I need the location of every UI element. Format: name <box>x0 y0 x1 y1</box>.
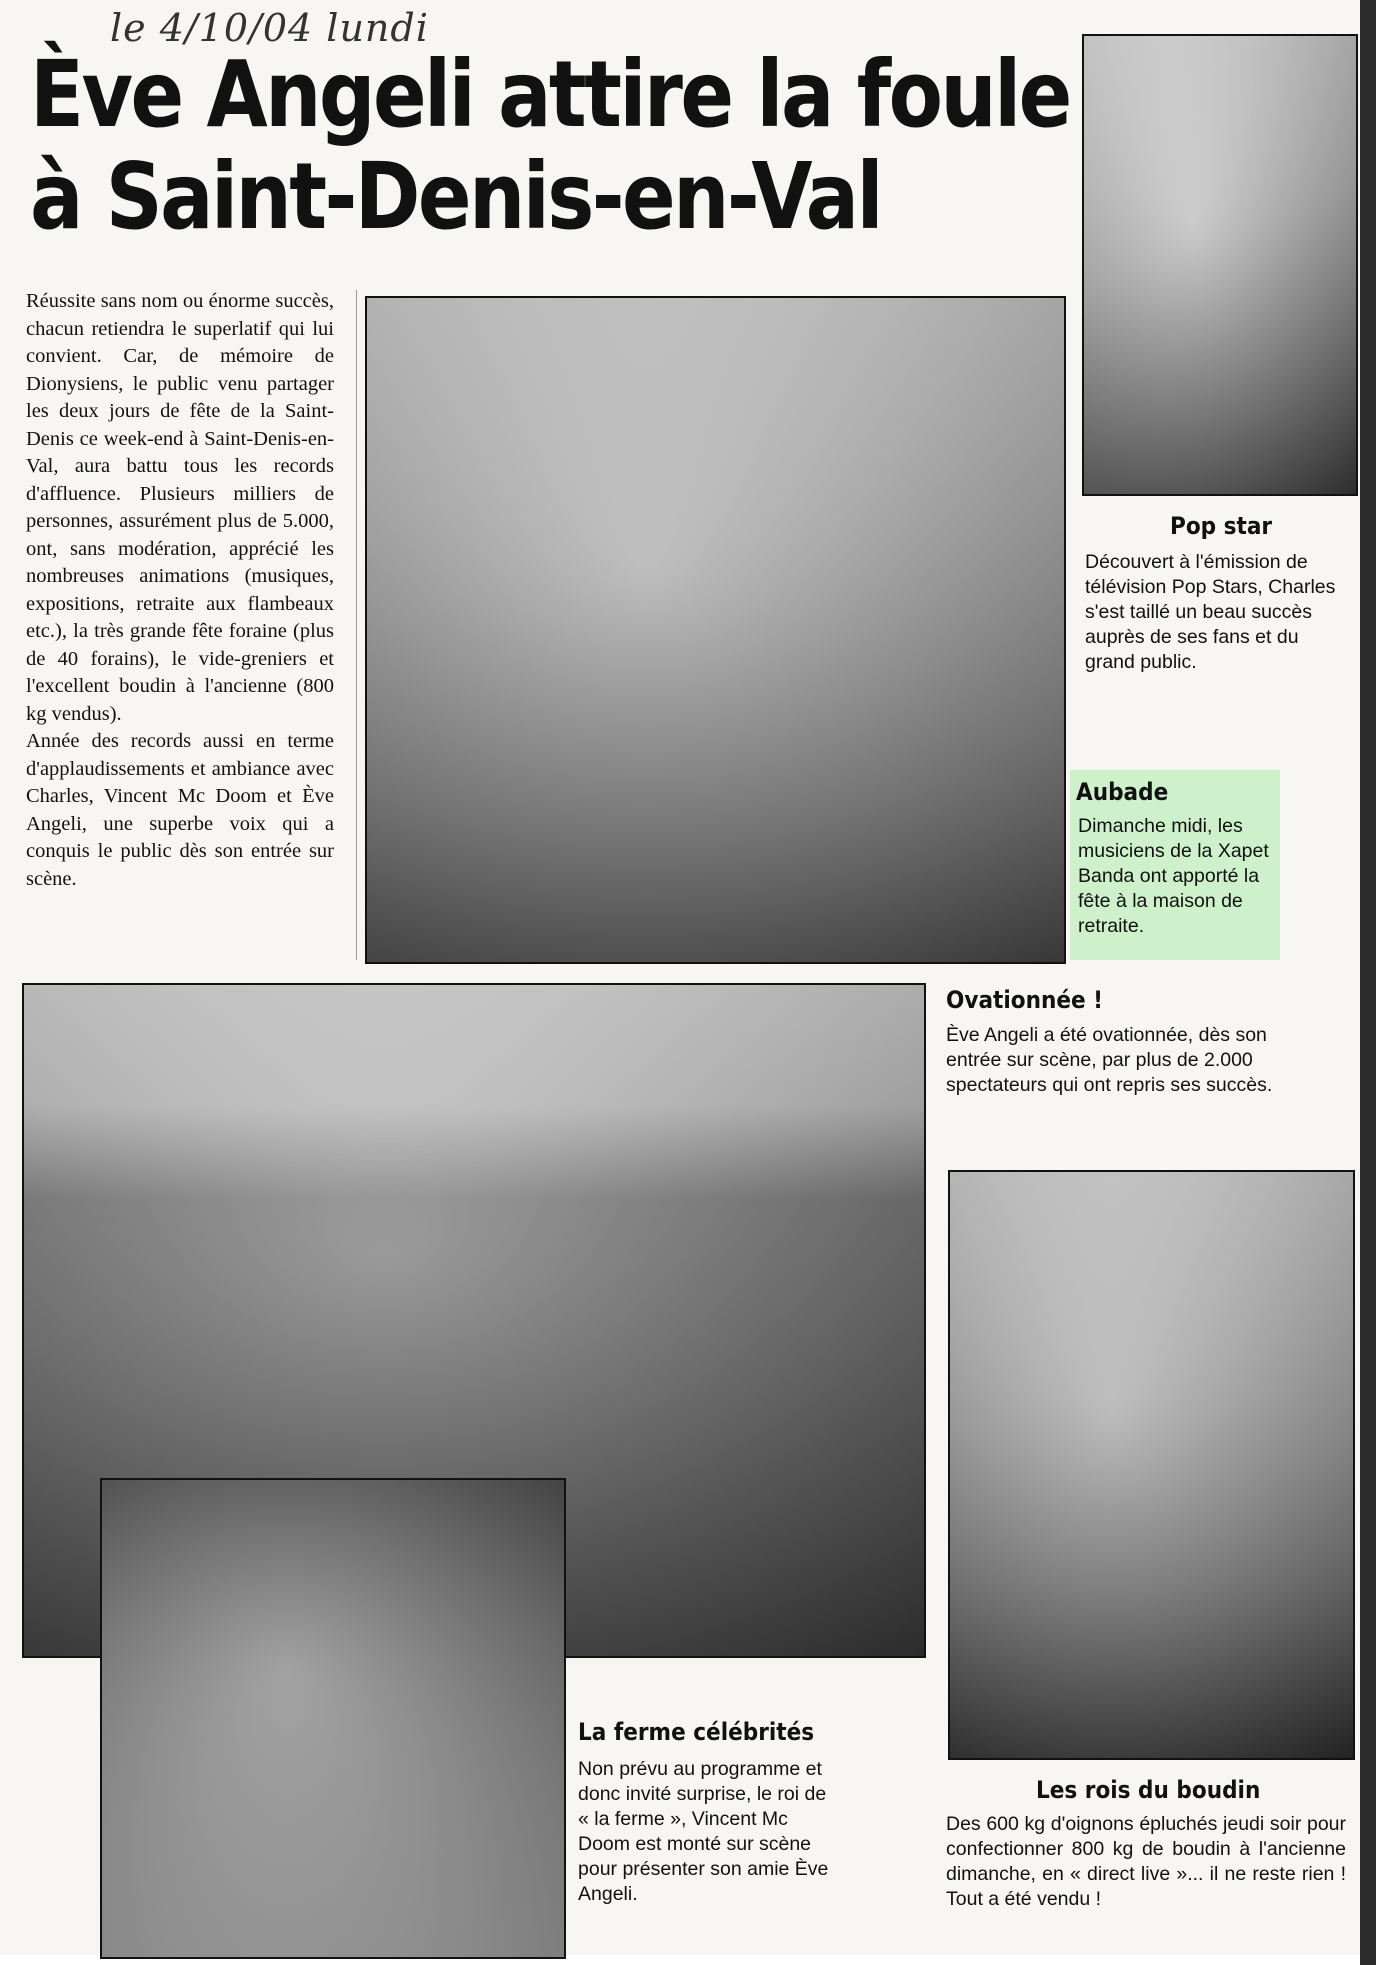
photo-shading <box>950 1172 1353 1758</box>
caption-text-ovation: Ève Angeli a été ovationnée, dès son entrée sur scène, par plus de 2.000 spectateurs qui ont repris ses succès. <box>946 1024 1273 1096</box>
photo-shading <box>367 298 1064 962</box>
caption-text-boudin: Des 600 kg d'oignons épluchés jeudi soir pour confectionner 800 kg de boudin à l'ancienne dimanche, en « direct live »... il ne reste rien ! Tout a été vendu ! <box>946 1813 1346 1910</box>
lead-paragraph-2: Année des records aussi en terme d'applaudissements et ambiance avec Charles, Vincent Mc Doom et Ève Angeli, une superbe voix qui a conquis le public dès son entrée sur scène. <box>26 730 334 890</box>
column-divider <box>356 290 357 960</box>
headline-line-1: Ève Angeli attire la foule <box>30 41 1070 148</box>
photo-pop-star-singer <box>1082 34 1358 496</box>
scan-edge <box>1360 0 1376 1965</box>
photo-two-celebrities <box>100 1478 566 1959</box>
caption-title-aubade: Aubade <box>1076 778 1169 806</box>
caption-title-ovation: Ovationnée ! <box>946 986 1104 1014</box>
handwritten-date: le 4/10/04 lundi <box>110 6 429 50</box>
caption-title-pop-star: Pop star <box>1170 512 1273 540</box>
headline <box>30 41 1070 250</box>
caption-title-boudin: Les rois du boudin <box>1036 1776 1261 1804</box>
caption-text-ferme: Non prévu au programme et donc invité surprise, le roi de « la ferme », Vincent Mc Doom est monté sur scène pour présenter son amie Ève Angeli. <box>578 1758 829 1905</box>
photo-brass-band-retirement-home <box>365 296 1066 964</box>
caption-text-aubade: Dimanche midi, les musiciens de la Xapet Banda ont apporté la fête à la maison de retraite. <box>1078 815 1269 937</box>
caption-text-pop-star: Découvert à l'émission de télévision Pop Stars, Charles s'est taillé un beau succès auprès de ses fans et du grand public. <box>1085 551 1336 673</box>
headline-line-2: à Saint-Denis-en-Val <box>30 143 882 250</box>
lead-paragraph-1: Réussite sans nom ou énorme succès, chacun retiendra le superlatif qui lui convient. Car, de mémoire de Dionysiens, le public venu partager les deux jours de fête de la Saint-Denis ce week-end à Saint-Denis-en-Val, aura battu tous les records d'affluence. Plusieurs milliers de personnes, assurément plus de 5.000, ont, sans modération, apprécié les nombreuses animations (musiques, expositions, retraite aux flambeaux etc.), la très grande fête foraine (plus de 40 forains), le vide-greniers et l'excellent boudin à l'ancienne (800 kg vendus). <box>26 290 334 725</box>
photo-shading <box>102 1480 564 1957</box>
lead-article <box>26 288 334 893</box>
photo-boudin-cooking <box>948 1170 1355 1760</box>
photo-shading <box>1084 36 1356 494</box>
caption-title-ferme: La ferme célébrités <box>578 1718 815 1746</box>
